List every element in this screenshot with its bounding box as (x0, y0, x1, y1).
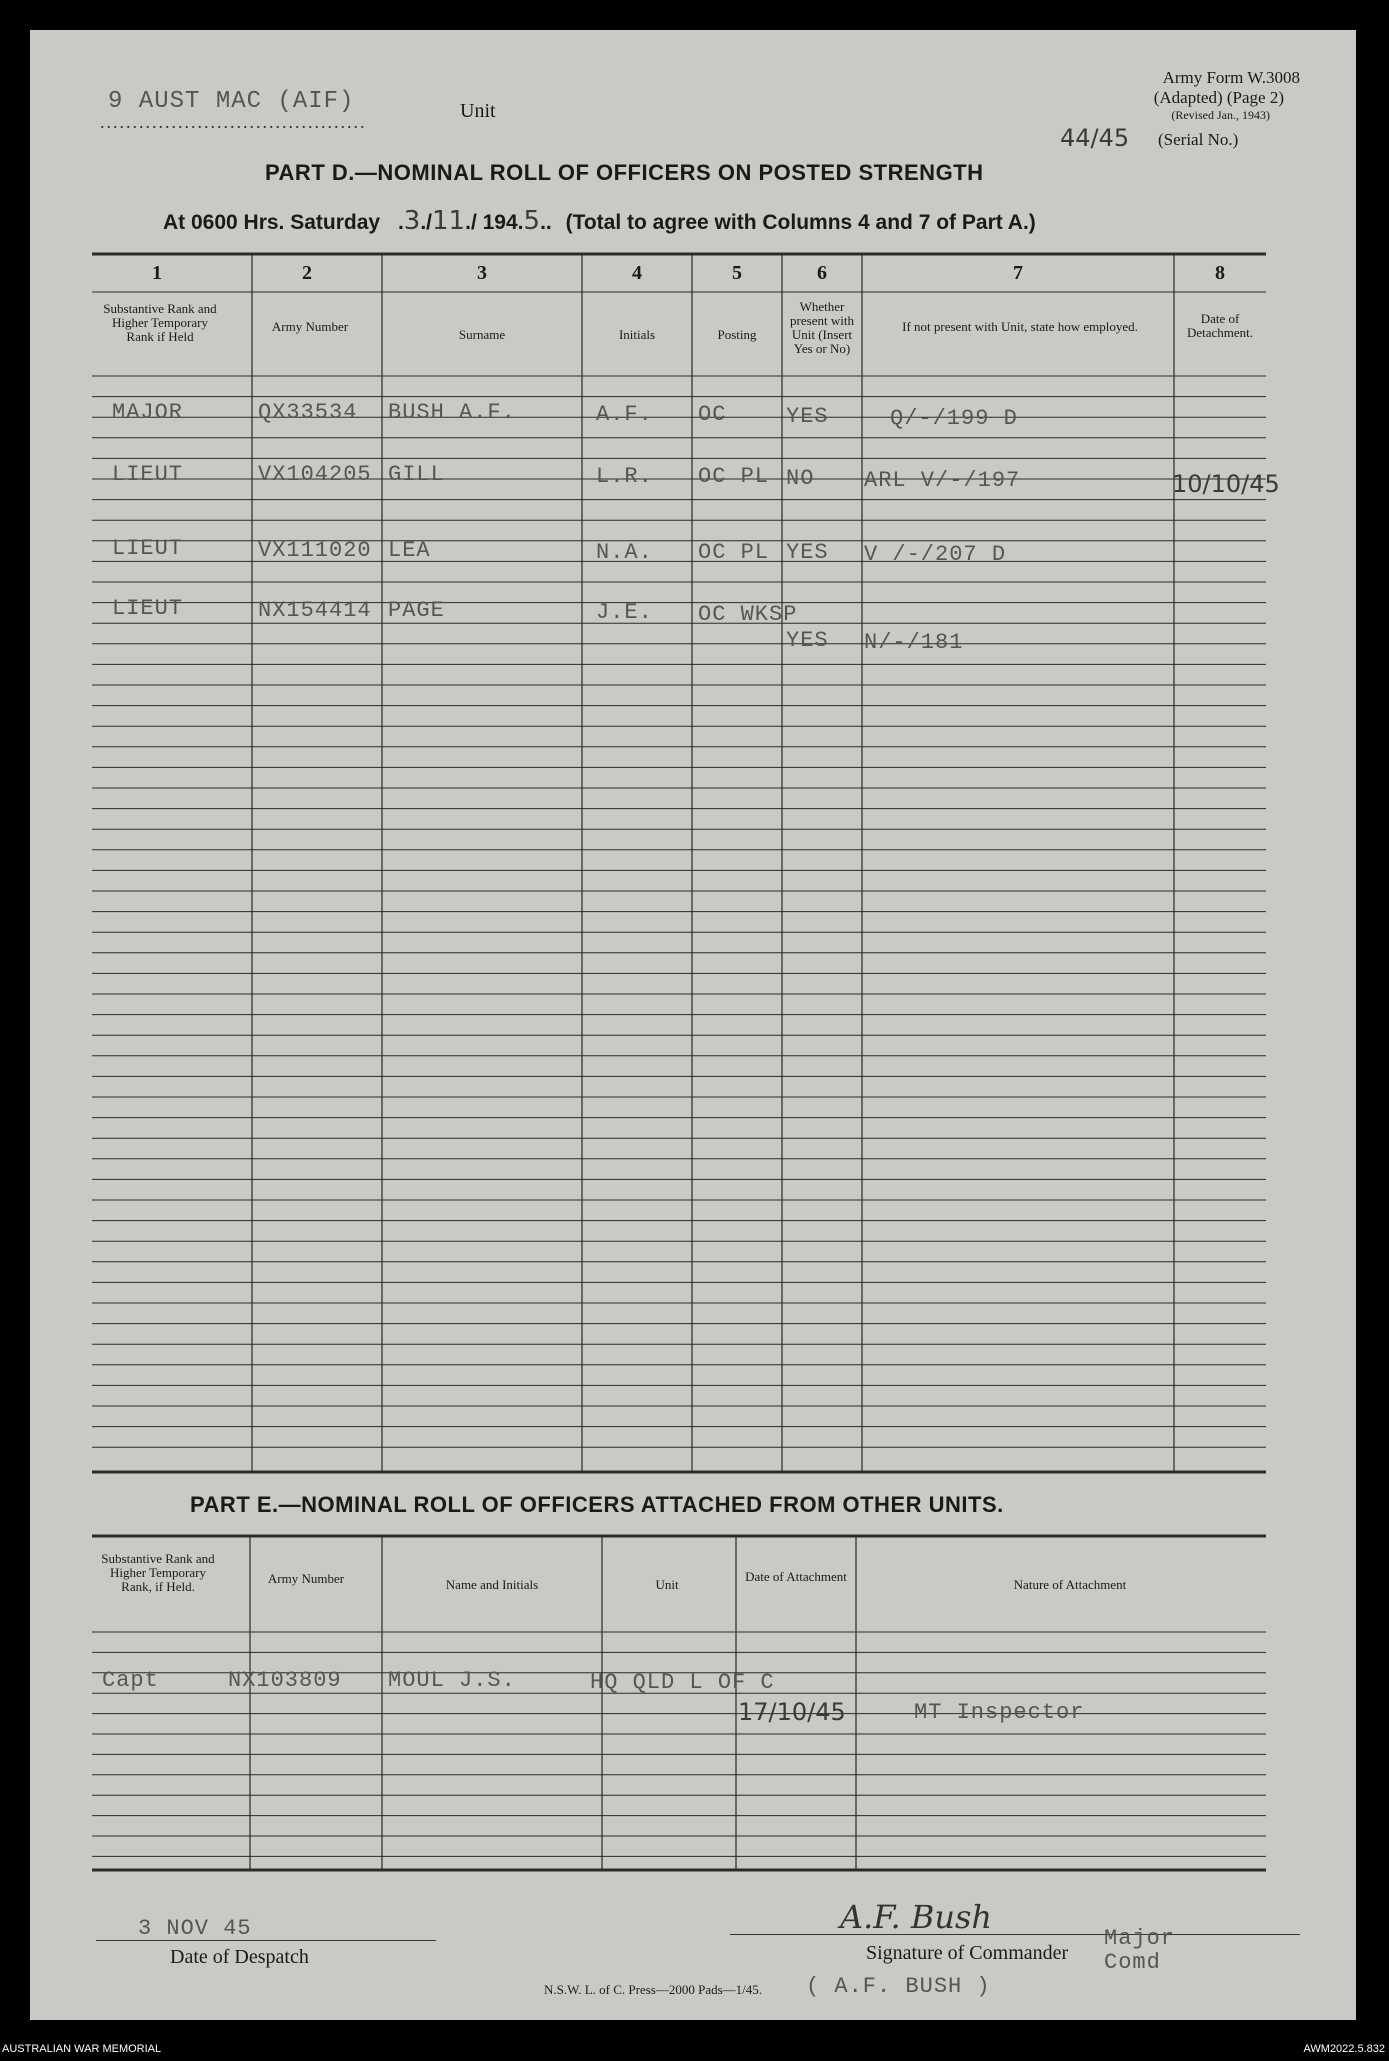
part-d-date-line: At 0600 Hrs. Saturday .3./11./ 194.5.. (Total to agree with Columns 4 and 7 of Part A.) (163, 206, 1036, 236)
date-year-digit: 5 (523, 206, 541, 236)
credit-right: AWM2022.5.832 (1303, 2043, 1385, 2055)
col-header-rank: Substantive Rank and Higher Temporary Rank if Held (103, 301, 217, 344)
commander-signature: A.F. Bush (840, 1898, 992, 1936)
row4-rank: LIEUT (112, 596, 184, 621)
row4-surname: PAGE (388, 598, 445, 623)
despatch-value: 3 NOV 45 (138, 1916, 252, 1941)
row1-employed: Q/-/199 D (890, 406, 1018, 431)
row2-surname: GILL (388, 462, 445, 487)
form-revised: (Revised Jan., 1943) (1171, 108, 1270, 122)
row1-rank: MAJOR (112, 400, 184, 425)
part-e-header-unit: Unit (655, 1577, 679, 1592)
e-row1-date: 17/10/45 (738, 1698, 846, 1726)
date-month: 11 (432, 206, 466, 236)
e-row1-name: MOUL J.S. (388, 1668, 516, 1693)
row3-surname: LEA (388, 538, 431, 563)
part-e-header-date: Date of Attachment (745, 1569, 847, 1584)
date-day: 3 (403, 206, 421, 236)
row4-present: YES (786, 628, 829, 653)
rank-stamp-line1: Major (1104, 1926, 1176, 1951)
serial-value: 44/45 (1060, 124, 1130, 152)
col-num-7: 7 (1013, 262, 1023, 284)
row4-employed: N/-/181 (864, 630, 964, 655)
col-header-initials: Initials (618, 327, 656, 342)
row3-initials: N.A. (596, 540, 653, 565)
printer-line: N.S.W. L. of C. Press—2000 Pads—1/45. (544, 1982, 763, 1997)
row4-initials: J.E. (596, 600, 653, 625)
despatch-line (96, 1940, 436, 1941)
row2-present: NO (786, 466, 815, 491)
part-e-header-name: Name and Initials (445, 1577, 539, 1592)
e-row1-rank: Capt (102, 1668, 159, 1693)
part-e-header-army-number: Army Number (267, 1571, 345, 1586)
col-header-surname: Surname (458, 327, 506, 342)
row1-posting: OC (698, 402, 727, 427)
unit-dotted-line: ......................................... (100, 112, 367, 132)
part-e-title: PART E.—NOMINAL ROLL OF OFFICERS ATTACHED FROM OTHER UNITS. (190, 1492, 1004, 1517)
e-row1-nature: MT Inspector (914, 1700, 1085, 1725)
rank-stamp-line2: Comd (1104, 1950, 1161, 1975)
credit-left: AUSTRALIAN WAR MEMORIAL (2, 2043, 162, 2055)
serial-label: (Serial No.) (1158, 130, 1239, 149)
row2-employed: ARL V/-/197 (864, 468, 1021, 493)
date-suffix: (Total to agree with Columns 4 and 7 of Part A.) (565, 211, 1036, 234)
row1-initials: A.F. (596, 402, 653, 427)
date-year-prefix: 194 (482, 211, 518, 234)
row4-number: NX154414 (258, 598, 372, 623)
part-e-header-rank: Substantive Rank and Higher Temporary Rank, if Held. (101, 1551, 215, 1594)
part-e-header-nature: Nature of Attachment (1013, 1577, 1127, 1592)
col-header-present: Whether present with Unit (Insert Yes or No) (790, 299, 854, 356)
e-row1-number: NX103809 (228, 1668, 342, 1693)
form-adapted: (Adapted) (Page 2) (1153, 88, 1284, 107)
row3-number: VX111020 (258, 538, 372, 563)
row4-posting: OC WKSP (698, 602, 798, 627)
row1-present: YES (786, 404, 829, 429)
row2-posting: OC PL (698, 464, 770, 489)
signature-label: Signature of Commander (866, 1942, 1069, 1964)
row1-surname: BUSH A.F. (388, 400, 516, 425)
col-header-army-number: Army Number (271, 319, 349, 334)
col-num-8: 8 (1215, 262, 1225, 284)
date-sep: . (397, 211, 404, 234)
row3-employed: V /-/207 D (864, 542, 1007, 567)
row2-rank: LIEUT (112, 462, 184, 487)
despatch-label: Date of Despatch (170, 1946, 309, 1968)
date-prefix: At 0600 Hrs. Saturday (163, 211, 381, 234)
row2-initials: L.R. (596, 464, 653, 489)
form-sheet (30, 30, 1356, 2020)
col-num-3: 3 (477, 262, 487, 284)
unit-label: Unit (460, 100, 496, 122)
col-num-1: 1 (152, 262, 162, 284)
part-d-title: PART D.—NOMINAL ROLL OF OFFICERS ON POSTED STRENGTH (265, 160, 984, 185)
col-header-detachment: Date of Detachment. (1186, 311, 1254, 340)
col-num-6: 6 (817, 262, 827, 284)
printed-name: ( A.F. BUSH ) (806, 1974, 991, 1999)
row2-number: VX104205 (258, 462, 372, 487)
col-num-5: 5 (732, 262, 742, 284)
row3-posting: OC PL (698, 540, 770, 565)
col-num-2: 2 (302, 262, 312, 284)
form-number: Army Form W.3008 (1162, 68, 1300, 87)
e-row1-unit: HQ QLD L OF C (590, 1670, 775, 1695)
signature-line (730, 1934, 1300, 1935)
col-header-posting: Posting (717, 327, 757, 342)
row3-rank: LIEUT (112, 536, 184, 561)
row3-present: YES (786, 540, 829, 565)
row1-number: QX33534 (258, 400, 358, 425)
col-header-employed: If not present with Unit, state how employed. (902, 319, 1138, 334)
row2-detach: 10/10/45 (1172, 470, 1280, 498)
unit-value: 9 AUST MAC (AIF) (108, 88, 355, 115)
col-num-4: 4 (632, 262, 642, 284)
